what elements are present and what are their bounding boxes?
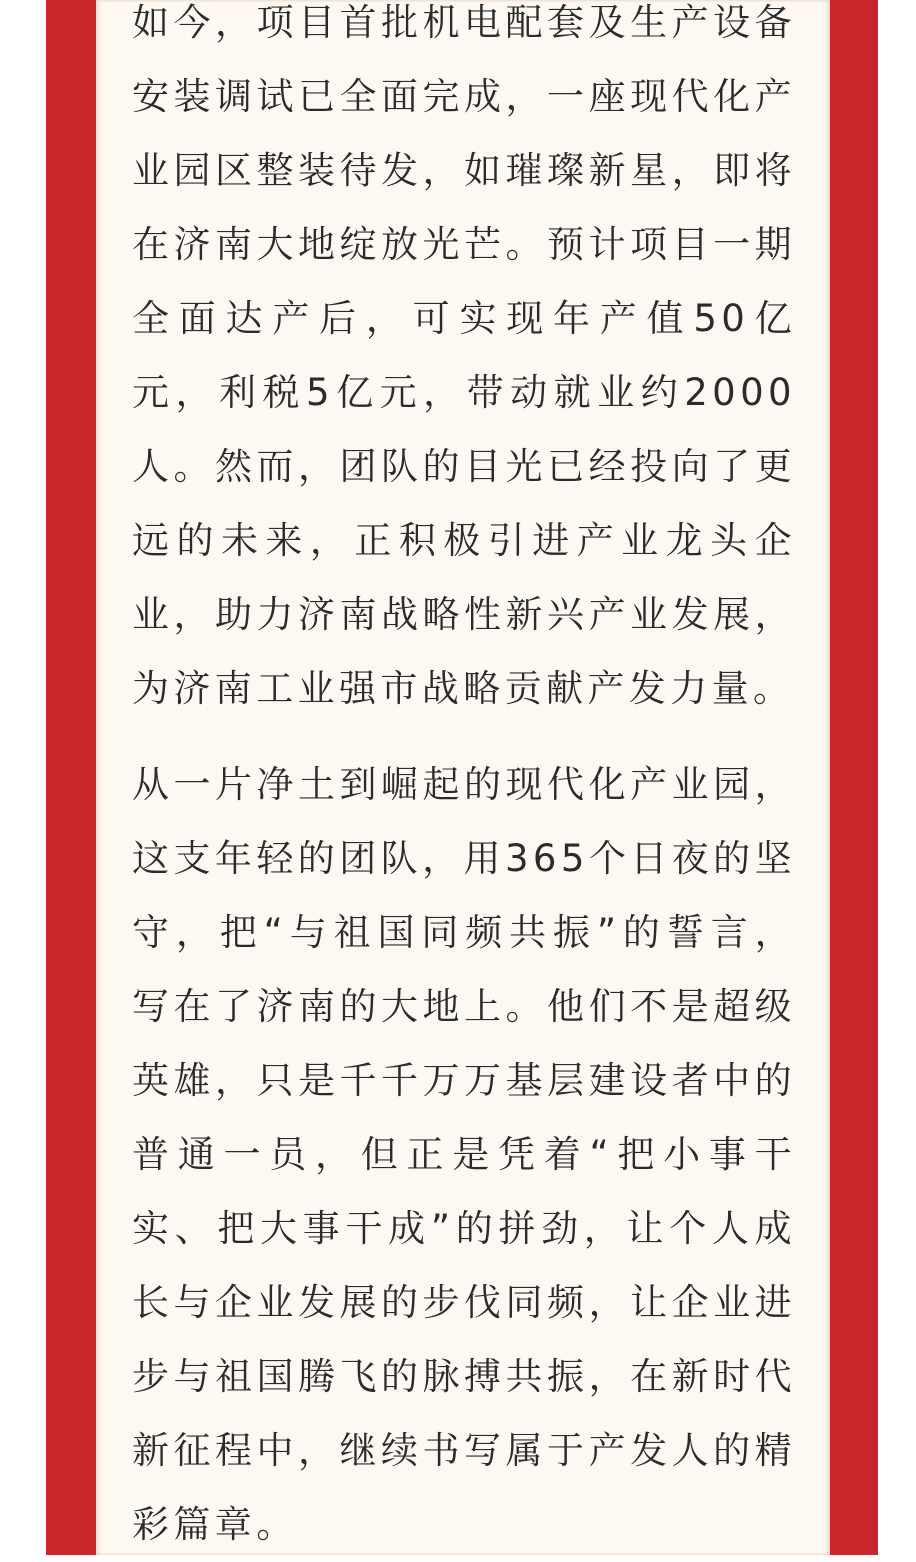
- left-page-margin: [0, 0, 46, 1555]
- right-red-border: [830, 0, 878, 1555]
- article-body: [132, 0, 796, 1562]
- left-red-border: [46, 0, 96, 1555]
- article-paragraph: 从一片净土到崛起的现代化产业园，这支年轻的团队，用365个日夜的坚守，把“与祖国同频共振”的誓言，写在了济南的大地上。他们不是超级英雄，只是千千万万基层建设者中的普通一员，但正是凭着“把小事干实、把大事干成”的拼劲，让个人成长与企业发展的步伐同频，让企业进步与祖国腾飞的脉搏共振，在新时代新征程中，继续书写属于产发人的精彩篇章。: [132, 763, 796, 1546]
- right-page-margin: [878, 0, 916, 1555]
- article-paragraph: 如今，项目首批机电配套及生产设备安装调试已全面完成，一座现代化产业园区整装待发，如璀璨新星，即将在济南大地绽放光芒。预计项目一期全面达产后，可实现年产值50亿元，利税5亿元，带动就业约2000人。然而，团队的目光已经投向了更远的未来，正积极引进产业龙头企业，助力济南战略性新兴产业发展，为济南工业强市战略贡献产发力量。: [132, 1, 796, 710]
